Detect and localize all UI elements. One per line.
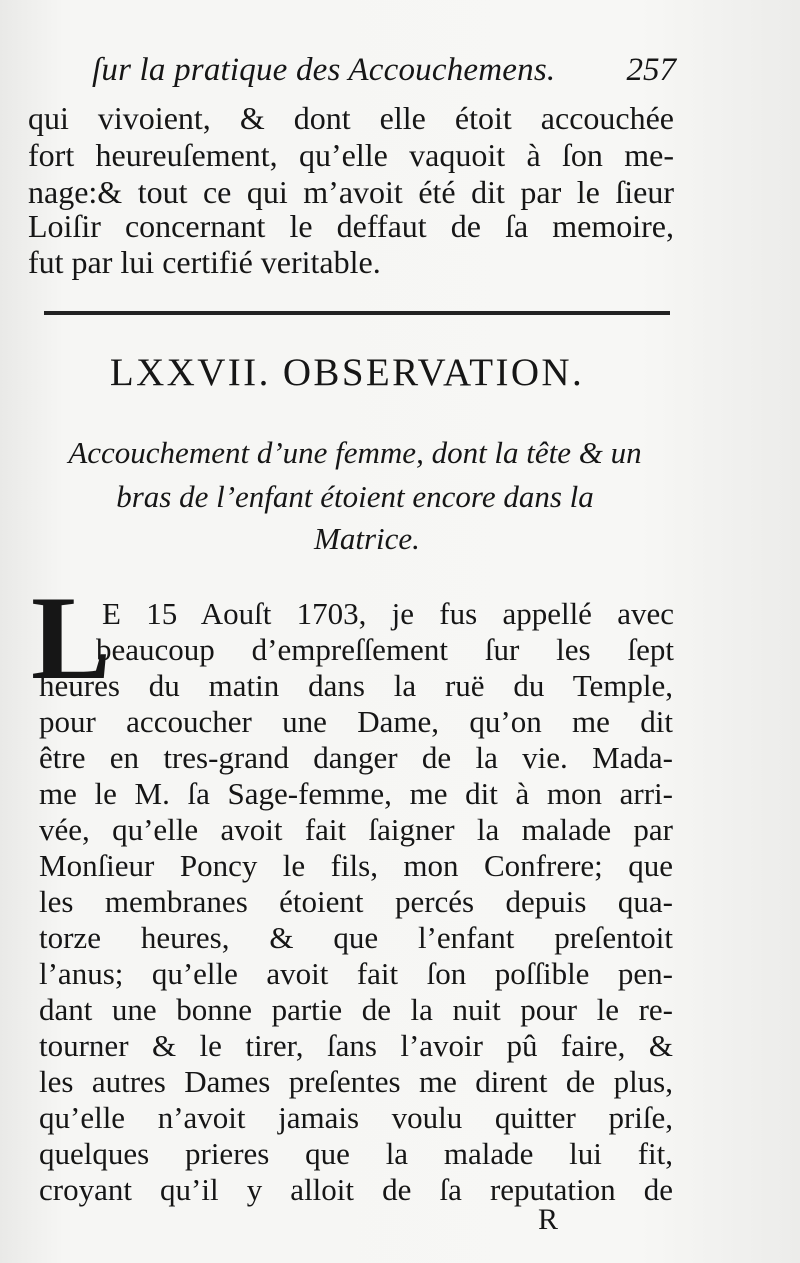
observation-subtitle-line: bras de l’enfant étoient encore dans la [116,479,594,514]
text-line: nage:& tout ce qui m’avoit été dit par le ſieur [28,174,674,210]
body-line: Monſieur Poncy le fils, mon Confrere; que [39,848,673,883]
text-line: qui vivoient, & dont elle étoit accouchée [28,100,674,136]
observation-subtitle-line: Accouchement d’une femme, dont la tête & un [68,435,642,470]
body-line: être en tres-grand danger de la vie. Mada- [39,740,673,775]
catchword: R [538,1203,559,1236]
body-line: croyant qu’il y alloit de ſa reputation de [39,1172,673,1207]
body-line: qu’elle n’avoit jamais voulu quitter priſe, [39,1100,673,1135]
body-line: vée, qu’elle avoit fait ſaigner la malade par [39,812,673,847]
body-line: me le M. ſa Sage-femme, me dit à mon arri- [39,776,673,811]
body-line: les membranes étoient percés depuis qua- [39,884,673,919]
page-number: 257 [626,52,676,88]
body-line: E 15 Aouſt 1703, je fus appellé avec [102,596,674,631]
text-line: fut par lui certifié veritable. [28,244,381,280]
body-line: tourner & le tirer, ſans l’avoir pû faire, & [39,1028,673,1063]
text-line: fort heureuſement, qu’elle vaquoit à ſon me- [28,137,674,173]
observation-subtitle-line: Matrice. [314,521,420,556]
running-title: ſur la pratique des Accouchemens. [92,52,556,88]
body-line: quelques prieres que la malade lui fit, [39,1136,673,1171]
body-line: torze heures, & que l’enfant preſentoit [39,920,673,955]
drop-cap: L [31,571,112,704]
body-line: dant une bonne partie de la nuit pour le re- [39,992,673,1027]
running-head [92,52,676,100]
body-line: les autres Dames preſentes me dirent de plus, [39,1064,673,1099]
section-divider-rule [44,311,670,315]
observation-heading: LXXVII. OBSERVATION. [109,351,585,394]
body-line: heures du matin dans la ruë du Temple, [39,668,673,703]
body-line: beaucoup d’empreſſement ſur les ſept [96,632,674,667]
body-line: l’anus; qu’elle avoit fait ſon poſſible pen- [39,956,673,991]
body-line: pour accoucher une Dame, qu’on me dit [39,704,673,739]
text-line: Loiſir concernant le deffaut de ſa memoire, [28,208,674,244]
